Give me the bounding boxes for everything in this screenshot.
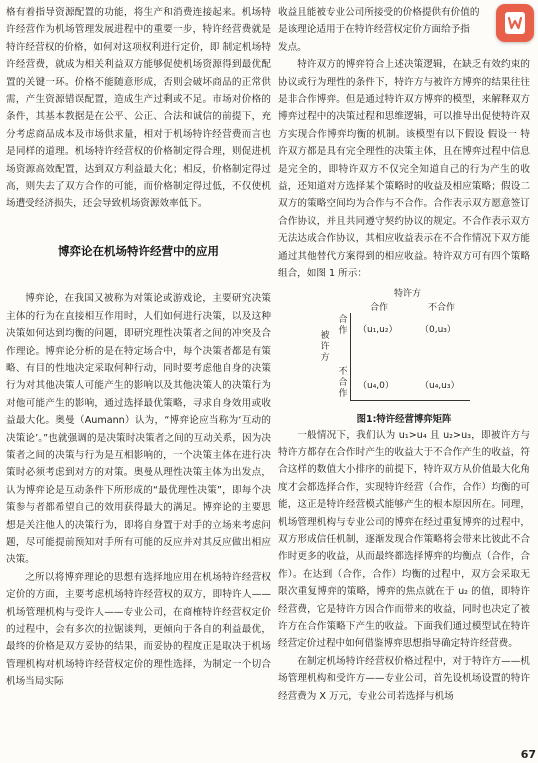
- matrix-col-player: 特许方: [394, 288, 422, 299]
- matrix-axis-vertical: [350, 313, 351, 401]
- matrix-col-noncoop: 不合作: [428, 302, 456, 313]
- matrix-col-coop: 合作: [370, 302, 389, 313]
- matrix-cell-noncoop-coop: （u₄,0）: [358, 380, 394, 391]
- matrix-row-player: 被许方: [320, 330, 330, 363]
- figure-caption: 图1:特许经营博弈矩阵: [356, 413, 452, 425]
- document-w-icon: [502, 10, 528, 36]
- matrix-row-coop: 合作: [338, 314, 348, 336]
- section-heading: 博弈论在机场特许经营中的应用: [58, 243, 219, 258]
- right-paragraph-4: 在制定机场特许经营权价格过程中，对于特许方——机场管理机构和受许方——专业公司，首先设机场设置的特许经营费为 X 万元，专业公司若选择与机场: [278, 655, 530, 702]
- left-column: [6, 4, 271, 691]
- game-matrix-figure: [278, 287, 530, 427]
- left-paragraph-1: 格有着指导资源配置的功能，将生产和消费连接起来。机场特许经营作为机场管理发展进程中的重要一步，特许经营费就是特许经营权的价格，如何对这项权利进行定价，即 制定机场特许经营费，就成为相关利益双方能够促使机场资源得到最优配置的关键一环。价格不能随意形成，否则会破坏商品的正常供需，产生资源错误配置，造成生产过剩或不足。市场对价格的条件，其基本教据是在公平、公正、合法和诚信的前提下，充分考虑商品成本及市场供求量，相对于机场特许经营费而言也是同样的道理。机场特许经营权的价格制定得合理，则促进机场资源高效配置，达到双方利益最大化；相反，价格制定得过高，则失去了双方合作的可能，而价格制定得过低，不仅使机场遭受经济损失，还会导致机场资源效率低下。: [6, 7, 271, 210]
- matrix-row-noncoop: 不合作: [338, 366, 348, 399]
- right-paragraph-1-line3: 发点。: [278, 41, 307, 53]
- document-app-icon[interactable]: [496, 4, 534, 42]
- page-number: 67: [520, 748, 536, 761]
- right-column: [278, 4, 530, 705]
- left-paragraph-2: 博弈论，在我国又被称为对策论或游戏论，主要研究决策主体的行为在直接相互作用时，人们如何进行决策，以及这种决策如何达到均衡的问题，即研究理性决策者之间的冲突及合作理论。博弈论分析的是在特定场合中，每个决策者都是有策略、有目的性地决定采取何种行动，同时要考虑他自身的决策行为对其他决策人可能产生的影响以及其他决策人的决策行为对他可能产生的影响，通过选择最优策略，寻求自身效用或收益最大化。奥曼（Aumann）认为，“博弈论应当称为‘互动的决策论’。”也就强调的是决策时决策者之间的互动关系，因为决策者之间的决策与行为是互相影响的，一个决策主体在进行决策时必须考虑到对方的对策。奥曼从理性决策主体为出发点，认为博弈论是互动条件下所形成的“最优理性决策”，即每个决策参与者都希望自己的效用获得最大的满足。博弈论的主要思想是关注他人的决策行为，即将自身置于对手的立场来考虑问题，尽可能提前预知对手所有可能的反应并对其反应做出相应决策。: [6, 293, 271, 566]
- right-paragraph-1-line2: 是该理论适用于在特许经营权定价方面给予指: [278, 24, 470, 36]
- left-paragraph-3: 之所以将博弈理论的思想有选择地应用在机场特许经营权定价的方面，主要考虑机场特许经营权的双方，即特许人——机场管理机构与受许人——专业公司，在商榷特许经营权定价的过程中，会有多次的拉锯谈判，更倾向于各自的利益最优，最终的价格是双方妥协的结果，而妥协的程度正是取决于机场管理机构对机场特许经营权定价的理性选择，为制定一个切合机场当局实际: [6, 571, 271, 688]
- right-paragraph-1-line1: 收益且能被专业公司所接受的价格提供有价值的: [278, 7, 480, 18]
- matrix-cell-noncoop-noncoop: （u₄,u₃）: [420, 380, 460, 391]
- right-paragraph-2: 特许双方的博弈符合上述决策逻辑，在缺乏有效约束的协议或行为理性的条件下，特许方与被许方博弈的结果往往是非合作博弈。但是通过特许双方博弈的模型，来解释双方博弈过程中的决策过程和思维逻辑，可以推导出促使特许双方实现合作博弈均衡的机制。该模型有以下假设 假设一 特许双方都是具有完全理性的决策主体，且在博弈过程中信息是完全的，即特许双方不仅完全知道自己的行为产生的收益，还知道对方选择某个策略时的收益及相应策略；假设二 双方的策略空间均为合作与不合作。合作表示双方愿意签订合作协议，并且共同遵守契约协议的规定。不合作表示双方无法达成合作协议，其相应收益表示在不合作情况下双方能通过其他替代方案得到的相应收益。特许双方可有四个策略组合，如图 1 所示：: [278, 59, 530, 280]
- matrix-cell-coop-noncoop: （0,u₃）: [420, 324, 456, 335]
- matrix-axis-horizontal: [350, 400, 470, 401]
- right-paragraph-1: [278, 4, 530, 56]
- matrix-cell-coop-coop: （u₁,u₂）: [358, 324, 398, 335]
- right-paragraph-3: 一般情况下，我们认为 u₁>u₄ 且 u₂>u₃，即被许方与特许方都存在合作时产生的收益大于不合作产生的收益，符合这样的数值大小排序的前提下，特许双方从价值最大化角度才会都选择合作，实现特许经营（合作，合作）均衡的可能，这正是特许经营模式能够产生的根本原因所在。同理，机场管理机构与专业公司的博弈在经过重复博弈的过程中，双方形成信任机制，逐渐发现合作策略将会带来比彼此不合作时更多的收益，从而最终都选择博弈的均衡点（合作，合作）。在达到（合作，合作）均衡的过程中，双方会采取无限次重复博弈的策略，博弈的焦点就在于 u₂ 的值，即特许经营费，它是特许方因合作而带来的收益，同时也决定了被许方在合作策略下产生的收益。下面我们通过模型试在特许经营定价过程中如何借鉴博弈思想指导确定特许经营费。: [278, 429, 530, 650]
